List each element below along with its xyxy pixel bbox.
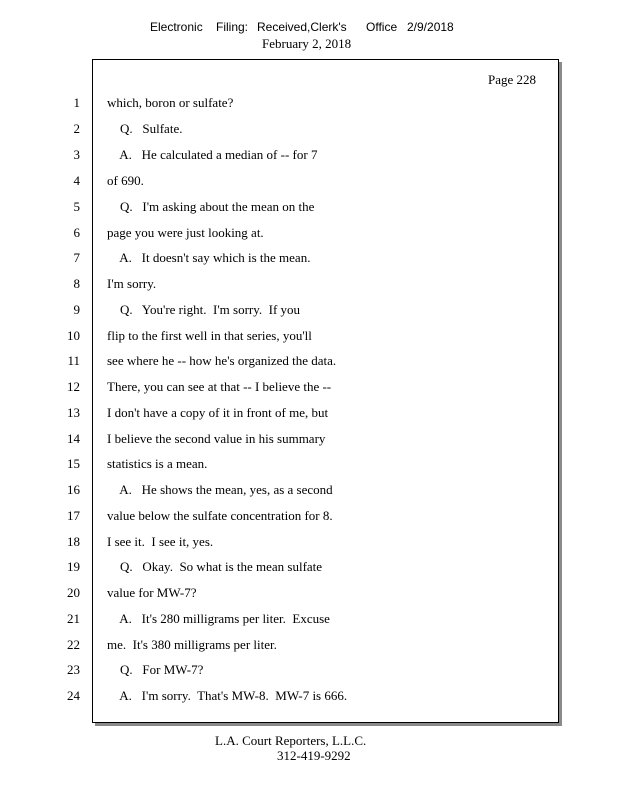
transcript-line: Q. Sulfate. xyxy=(107,121,183,136)
transcript-line: I don't have a copy of it in front of me, but xyxy=(107,405,329,420)
line-number: 13 xyxy=(67,405,80,420)
line-number: 6 xyxy=(73,225,80,240)
line-number: 16 xyxy=(67,482,80,497)
transcript-line: I believe the second value in his summary xyxy=(107,431,326,446)
transcript-line: A. He calculated a median of -- for 7 xyxy=(107,147,318,162)
line-number: 8 xyxy=(73,276,80,291)
transcript-line: which, boron or sulfate? xyxy=(107,95,234,110)
transcript-line: A. I'm sorry. That's MW-8. MW-7 is 666. xyxy=(107,688,348,703)
line-number: 7 xyxy=(73,250,80,265)
footer-company: L.A. Court Reporters, L.L.C. xyxy=(215,733,367,748)
footer-phone: 312-419-9292 xyxy=(277,748,351,763)
line-number: 22 xyxy=(67,637,80,652)
transcript-line: statistics is a mean. xyxy=(107,456,208,471)
line-number: 11 xyxy=(67,353,80,368)
line-number: 24 xyxy=(67,688,80,703)
filing-header-filing: Filing: xyxy=(216,20,249,34)
transcript-line: value below the sulfate concentration for 8. xyxy=(107,508,333,523)
line-number: 23 xyxy=(67,662,80,677)
filing-header-electronic: Electronic xyxy=(150,20,203,34)
line-number: 10 xyxy=(67,328,80,343)
line-number: 19 xyxy=(67,559,80,574)
line-number: 5 xyxy=(73,199,80,214)
transcript-line: There, you can see at that -- I believe the -- xyxy=(107,379,332,394)
line-number: 1 xyxy=(73,95,80,110)
transcript-line: Q. You're right. I'm sorry. If you xyxy=(107,302,301,317)
transcript-line: Q. For MW-7? xyxy=(107,662,204,677)
transcript-line: page you were just looking at. xyxy=(107,225,264,240)
line-number: 17 xyxy=(67,508,80,523)
line-number: 9 xyxy=(73,302,80,317)
transcript-line: of 690. xyxy=(107,173,144,188)
page-number: Page 228 xyxy=(487,72,536,87)
line-number: 12 xyxy=(67,379,80,394)
line-number: 14 xyxy=(67,431,80,446)
transcript-line: me. It's 380 milligrams per liter. xyxy=(107,637,277,652)
line-number: 15 xyxy=(67,456,80,471)
transcript-line: Q. Okay. So what is the mean sulfate xyxy=(107,559,323,574)
transcript-line: flip to the first well in that series, you'll xyxy=(107,328,312,343)
filing-header-date: 2/9/2018 xyxy=(407,20,454,34)
transcript-line: A. It's 280 milligrams per liter. Excuse xyxy=(107,611,330,626)
line-number: 20 xyxy=(67,585,80,600)
transcript-line: see where he -- how he's organized the data. xyxy=(107,353,337,368)
transcript-line: A. It doesn't say which is the mean. xyxy=(107,250,311,265)
line-number: 3 xyxy=(73,147,80,162)
line-number: 2 xyxy=(73,121,80,136)
transcript-line: Q. I'm asking about the mean on the xyxy=(107,199,315,214)
transcript-line: A. He shows the mean, yes, as a second xyxy=(107,482,333,497)
transcript-line: I'm sorry. xyxy=(107,276,157,291)
filing-header-office: Office xyxy=(366,20,398,34)
transcript-line: value for MW-7? xyxy=(107,585,197,600)
line-number: 4 xyxy=(73,173,80,188)
hearing-date: February 2, 2018 xyxy=(262,36,352,51)
line-number: 18 xyxy=(67,534,80,549)
line-number: 21 xyxy=(67,611,80,626)
transcript-line: I see it. I see it, yes. xyxy=(107,534,214,549)
filing-header-received: Received,Clerk's xyxy=(257,20,347,34)
